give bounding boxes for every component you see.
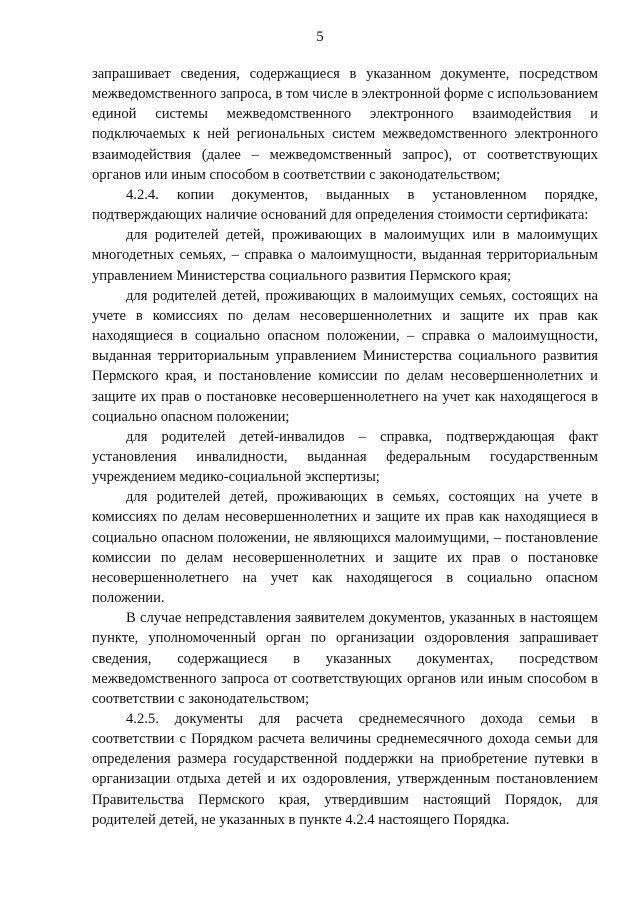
paragraph-low-income-socially-dangerous: для родителей детей, проживающих в малоимущих семьях, состоящих на учете в комиссиях по делам несовершеннолетних и защите их прав как находящиеся в социально опасном положении, – справка о малоимущности, выданная территориальным управлением Министерства социального развития Пермского края, и постановление комиссии по делам несовершеннолетних и защите их прав о постановке несовершеннолетнего на учет как находящегося в социально опасном положении; bbox=[92, 287, 598, 425]
paragraph-continuation: запрашивает сведения, содержащиеся в указанном документе, посредством межведомственного запроса, в том числе в электронной форме с использованием единой системы межведомственного электронного взаимодействия и подключаемых к ней региональных систем межведомственного электронного взаимодействия (далее – межведомственный запрос), от соответствующих органов или иным способом в соответствии с законодательством; bbox=[92, 66, 598, 183]
paragraph-disabled-children: для родителей детей-инвалидов – справка, подтверждающая факт установления инвалидности, выданная федеральным государственным учреждением медико-социальной экспертизы; bbox=[92, 428, 598, 486]
paragraph-4-2-5: 4.2.5. документы для расчета среднемесячного дохода семьи в соответствии с Порядком расчета величины среднемесячного дохода семьи для определения размера государственной поддержки на приобретение путевки в организации отдыха детей и их оздоровления, утвержденным постановлением Правительства Пермского края, утвердившим настоящий Порядок, для родителей детей, не указанных в пункте 4.2.4 настоящего Порядка. bbox=[92, 711, 598, 828]
paragraph-non-submission: В случае непредставления заявителем документов, указанных в настоящем пункте, уполномоченный орган по организации оздоровления запрашивает сведения, содержащиеся в указанных документах, посредством межведомственного запроса от соответствующих органов или иным способом в соответствии с законодательством; bbox=[92, 610, 598, 707]
paragraph-4-2-4: 4.2.4. копии документов, выданных в установленном порядке, подтверждающих наличие оснований для определения стоимости сертификата: bbox=[92, 186, 598, 224]
paragraph-socially-dangerous-not-low-income: для родителей детей, проживающих в семьях, состоящих на учете в комиссиях по делам несовершеннолетних и защите их прав как находящиеся в социально опасном положении, не являющихся малоимущими, – постановление комиссии по делам несовершеннолетних и защите их прав о постановке несовершеннолетнего на учет как находящегося в социально опасном положении. bbox=[92, 489, 598, 607]
page-number: 5 bbox=[316, 29, 324, 45]
paragraph-low-income-large-families: для родителей детей, проживающих в малоимущих или в малоимущих многодетных семьях, – справка о малоимущности, выданная территориальным управлением Министерства социального развития Пермского края; bbox=[92, 227, 598, 284]
document-body bbox=[92, 64, 598, 830]
